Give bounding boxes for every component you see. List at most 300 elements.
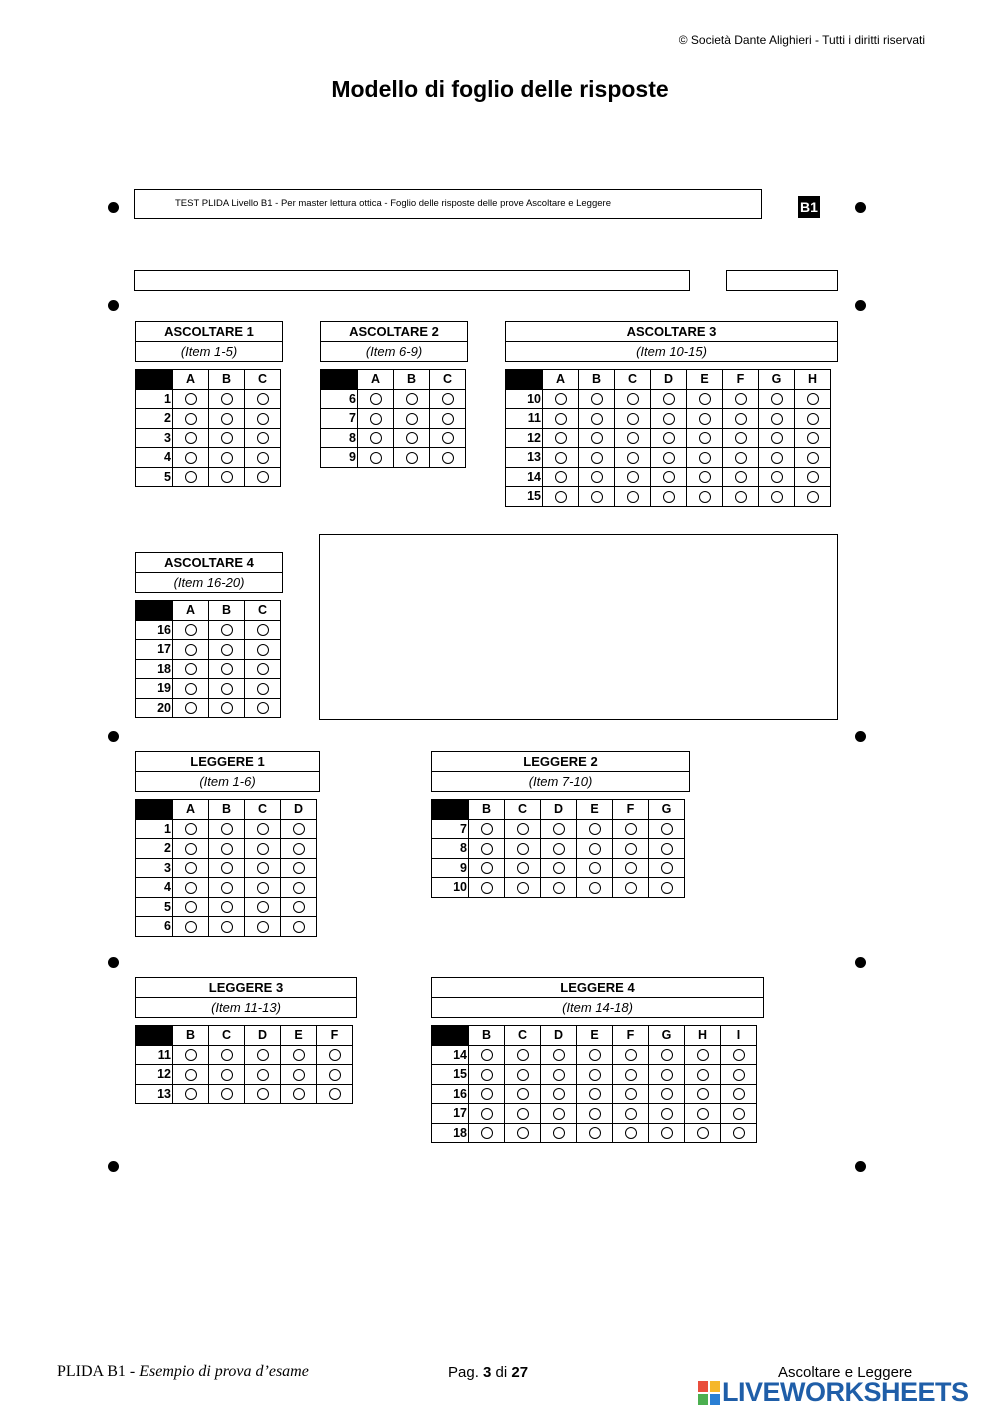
- answer-bubble-icon[interactable]: [555, 432, 567, 444]
- candidate-name-field[interactable]: [134, 270, 690, 291]
- answer-bubble-icon[interactable]: [663, 432, 675, 444]
- answer-bubble-icon[interactable]: [185, 1049, 197, 1061]
- answer-bubble-icon[interactable]: [517, 1069, 529, 1081]
- answer-bubble-icon[interactable]: [661, 1088, 673, 1100]
- answer-row: [136, 839, 317, 859]
- answer-bubble-icon[interactable]: [733, 1069, 745, 1081]
- answer-bubble-icon[interactable]: [406, 432, 418, 444]
- answer-cell: [209, 679, 245, 699]
- answer-cell: [209, 448, 245, 468]
- answer-bubble-icon[interactable]: [185, 432, 197, 444]
- registration-dot: [855, 300, 866, 311]
- answer-bubble-icon[interactable]: [257, 624, 269, 636]
- answer-bubble-icon[interactable]: [481, 823, 493, 835]
- answer-bubble-icon[interactable]: [625, 823, 637, 835]
- answer-cell: [173, 1065, 209, 1085]
- answer-bubble-icon[interactable]: [661, 823, 673, 835]
- answer-cell: [173, 620, 209, 640]
- answer-cell: [173, 659, 209, 679]
- answer-cell: [173, 1084, 209, 1104]
- answer-bubble-icon[interactable]: [735, 393, 747, 405]
- answer-cell: [795, 409, 831, 429]
- answer-bubble-icon[interactable]: [293, 862, 305, 874]
- item-number: 10: [432, 878, 469, 898]
- answer-bubble-icon[interactable]: [553, 1049, 565, 1061]
- grid-corner: [432, 1026, 469, 1046]
- answer-bubble-icon[interactable]: [663, 491, 675, 503]
- answer-bubble-icon[interactable]: [185, 683, 197, 695]
- answer-bubble-icon[interactable]: [553, 1088, 565, 1100]
- answer-bubble-icon[interactable]: [257, 683, 269, 695]
- answer-bubble-icon[interactable]: [771, 393, 783, 405]
- answer-bubble-icon[interactable]: [293, 921, 305, 933]
- answer-bubble-icon[interactable]: [257, 1088, 269, 1100]
- answer-cell: [685, 1123, 721, 1143]
- column-header: A: [173, 601, 209, 621]
- answer-bubble-icon[interactable]: [370, 432, 382, 444]
- answer-bubble-icon[interactable]: [771, 413, 783, 425]
- answer-bubble-icon[interactable]: [625, 1088, 637, 1100]
- copyright-notice: © Società Dante Alighieri - Tutti i diritti riservati: [678, 33, 925, 47]
- answer-bubble-icon[interactable]: [589, 862, 601, 874]
- answer-bubble-icon[interactable]: [185, 921, 197, 933]
- answer-bubble-icon[interactable]: [406, 452, 418, 464]
- answer-bubble-icon[interactable]: [257, 393, 269, 405]
- answer-bubble-icon[interactable]: [699, 491, 711, 503]
- answer-bubble-icon[interactable]: [257, 1049, 269, 1061]
- answer-bubble-icon[interactable]: [627, 471, 639, 483]
- answer-bubble-icon[interactable]: [481, 1088, 493, 1100]
- answer-bubble-icon[interactable]: [221, 624, 233, 636]
- answer-cell: [649, 1084, 685, 1104]
- column-header: E: [687, 370, 723, 390]
- answer-bubble-icon[interactable]: [257, 1069, 269, 1081]
- answer-bubble-icon[interactable]: [481, 882, 493, 894]
- answer-bubble-icon[interactable]: [625, 1049, 637, 1061]
- answer-bubble-icon[interactable]: [733, 1049, 745, 1061]
- answer-bubble-icon[interactable]: [293, 843, 305, 855]
- answer-bubble-icon[interactable]: [625, 882, 637, 894]
- answer-bubble-icon[interactable]: [406, 413, 418, 425]
- item-number: 3: [136, 428, 173, 448]
- answer-cell: [173, 819, 209, 839]
- column-header: D: [541, 1026, 577, 1046]
- answer-bubble-icon[interactable]: [517, 1108, 529, 1120]
- answer-bubble-icon[interactable]: [442, 413, 454, 425]
- answer-bubble-icon[interactable]: [553, 1069, 565, 1081]
- answer-cell: [579, 487, 615, 507]
- answer-bubble-icon[interactable]: [406, 393, 418, 405]
- answer-bubble-icon[interactable]: [185, 882, 197, 894]
- answer-bubble-icon[interactable]: [661, 843, 673, 855]
- answer-bubble-icon[interactable]: [553, 1127, 565, 1139]
- answer-bubble-icon[interactable]: [221, 702, 233, 714]
- answer-cell: [209, 409, 245, 429]
- answer-bubble-icon[interactable]: [185, 1088, 197, 1100]
- answer-cell: [173, 679, 209, 699]
- answer-cell: [541, 858, 577, 878]
- answer-bubble-icon[interactable]: [697, 1127, 709, 1139]
- answer-row: [136, 620, 281, 640]
- answer-bubble-icon[interactable]: [589, 823, 601, 835]
- answer-bubble-icon[interactable]: [329, 1088, 341, 1100]
- answer-bubble-icon[interactable]: [735, 471, 747, 483]
- answer-bubble-icon[interactable]: [221, 683, 233, 695]
- answer-bubble-icon[interactable]: [663, 413, 675, 425]
- answer-cell: [795, 389, 831, 409]
- answer-bubble-icon[interactable]: [627, 452, 639, 464]
- answer-bubble-icon[interactable]: [257, 663, 269, 675]
- answer-bubble-icon[interactable]: [625, 843, 637, 855]
- answer-bubble-icon[interactable]: [807, 413, 819, 425]
- answer-bubble-icon[interactable]: [733, 1088, 745, 1100]
- answer-bubble-icon[interactable]: [699, 452, 711, 464]
- answer-bubble-icon[interactable]: [699, 413, 711, 425]
- answer-bubble-icon[interactable]: [553, 823, 565, 835]
- column-header: B: [209, 800, 245, 820]
- answer-cell: [209, 1065, 245, 1085]
- answer-bubble-icon[interactable]: [221, 432, 233, 444]
- answer-bubble-icon[interactable]: [517, 882, 529, 894]
- item-number: 17: [136, 640, 173, 660]
- answer-cell: [541, 1084, 577, 1104]
- answer-bubble-icon[interactable]: [661, 1108, 673, 1120]
- answer-cell: [541, 1104, 577, 1124]
- answer-bubble-icon[interactable]: [699, 432, 711, 444]
- answer-bubble-icon[interactable]: [293, 882, 305, 894]
- answer-bubble-icon[interactable]: [697, 1108, 709, 1120]
- answer-bubble-icon[interactable]: [735, 452, 747, 464]
- answer-row: [506, 389, 831, 409]
- grid-corner: [506, 370, 543, 390]
- answer-bubble-icon[interactable]: [591, 491, 603, 503]
- answer-bubble-icon[interactable]: [221, 823, 233, 835]
- footer-page-total: 27: [511, 1364, 529, 1381]
- answer-bubble-icon[interactable]: [517, 862, 529, 874]
- answer-bubble-icon[interactable]: [221, 843, 233, 855]
- answer-bubble-icon[interactable]: [661, 1127, 673, 1139]
- answer-cell: [541, 1123, 577, 1143]
- answer-cell: [613, 819, 649, 839]
- answer-grid: [320, 369, 466, 468]
- answer-bubble-icon[interactable]: [589, 1069, 601, 1081]
- answer-bubble-icon[interactable]: [591, 452, 603, 464]
- answer-bubble-icon[interactable]: [221, 1088, 233, 1100]
- answer-cell: [245, 1045, 281, 1065]
- answer-bubble-icon[interactable]: [771, 491, 783, 503]
- item-number: 19: [136, 679, 173, 699]
- answer-bubble-icon[interactable]: [221, 882, 233, 894]
- answer-bubble-icon[interactable]: [733, 1108, 745, 1120]
- notes-box[interactable]: [319, 534, 838, 720]
- answer-bubble-icon[interactable]: [185, 1069, 197, 1081]
- column-header: B: [394, 370, 430, 390]
- answer-cell: [721, 1104, 757, 1124]
- answer-bubble-icon[interactable]: [699, 471, 711, 483]
- answer-bubble-icon[interactable]: [517, 823, 529, 835]
- page-title: Modello di foglio delle risposte: [331, 76, 669, 102]
- answer-bubble-icon[interactable]: [370, 393, 382, 405]
- answer-bubble-icon[interactable]: [589, 1127, 601, 1139]
- answer-bubble-icon[interactable]: [555, 452, 567, 464]
- section-ascoltare-4: [135, 552, 283, 715]
- answer-bubble-icon[interactable]: [699, 393, 711, 405]
- answer-bubble-icon[interactable]: [589, 843, 601, 855]
- answer-bubble-icon[interactable]: [625, 1108, 637, 1120]
- answer-cell: [173, 448, 209, 468]
- column-header: A: [358, 370, 394, 390]
- answer-bubble-icon[interactable]: [185, 862, 197, 874]
- answer-bubble-icon[interactable]: [370, 413, 382, 425]
- answer-bubble-icon[interactable]: [591, 393, 603, 405]
- answer-bubble-icon[interactable]: [807, 432, 819, 444]
- section-subtitle: (Item 10-15): [505, 342, 838, 362]
- answer-bubble-icon[interactable]: [442, 393, 454, 405]
- answer-bubble-icon[interactable]: [293, 1088, 305, 1100]
- answer-bubble-icon[interactable]: [771, 471, 783, 483]
- answer-bubble-icon[interactable]: [370, 452, 382, 464]
- answer-bubble-icon[interactable]: [661, 882, 673, 894]
- answer-bubble-icon[interactable]: [517, 843, 529, 855]
- answer-bubble-icon[interactable]: [481, 1069, 493, 1081]
- answer-bubble-icon[interactable]: [221, 901, 233, 913]
- grid-corner: [136, 1026, 173, 1046]
- answer-bubble-icon[interactable]: [257, 882, 269, 894]
- answer-bubble-icon[interactable]: [517, 1127, 529, 1139]
- item-number: 13: [136, 1084, 173, 1104]
- section-subtitle: (Item 14-18): [431, 998, 764, 1018]
- section-subtitle: (Item 1-6): [135, 772, 320, 792]
- answer-cell: [577, 878, 613, 898]
- answer-bubble-icon[interactable]: [221, 644, 233, 656]
- answer-row: [136, 659, 281, 679]
- answer-bubble-icon[interactable]: [257, 452, 269, 464]
- answer-bubble-icon[interactable]: [257, 644, 269, 656]
- answer-cell: [723, 467, 759, 487]
- answer-cell: [281, 917, 317, 937]
- answer-bubble-icon[interactable]: [221, 862, 233, 874]
- answer-cell: [209, 897, 245, 917]
- answer-bubble-icon[interactable]: [481, 1108, 493, 1120]
- answer-bubble-icon[interactable]: [481, 862, 493, 874]
- answer-bubble-icon[interactable]: [185, 452, 197, 464]
- answer-bubble-icon[interactable]: [221, 413, 233, 425]
- answer-bubble-icon[interactable]: [185, 471, 197, 483]
- answer-bubble-icon[interactable]: [771, 432, 783, 444]
- answer-bubble-icon[interactable]: [627, 393, 639, 405]
- answer-bubble-icon[interactable]: [257, 921, 269, 933]
- answer-bubble-icon[interactable]: [185, 413, 197, 425]
- answer-row: [432, 1123, 757, 1143]
- candidate-code-field[interactable]: [726, 270, 838, 291]
- registration-dot: [108, 1161, 119, 1172]
- item-number: 5: [136, 897, 173, 917]
- answer-bubble-icon[interactable]: [553, 843, 565, 855]
- item-number: 10: [506, 389, 543, 409]
- answer-cell: [173, 897, 209, 917]
- answer-bubble-icon[interactable]: [185, 702, 197, 714]
- section-subtitle: (Item 11-13): [135, 998, 357, 1018]
- grid-corner: [136, 370, 173, 390]
- answer-cell: [613, 1045, 649, 1065]
- answer-bubble-icon[interactable]: [221, 393, 233, 405]
- answer-bubble-icon[interactable]: [663, 393, 675, 405]
- answer-bubble-icon[interactable]: [257, 862, 269, 874]
- answer-bubble-icon[interactable]: [627, 491, 639, 503]
- answer-bubble-icon[interactable]: [517, 1049, 529, 1061]
- answer-bubble-icon[interactable]: [591, 432, 603, 444]
- answer-bubble-icon[interactable]: [807, 471, 819, 483]
- answer-cell: [723, 409, 759, 429]
- answer-bubble-icon[interactable]: [589, 882, 601, 894]
- answer-bubble-icon[interactable]: [185, 644, 197, 656]
- section-title: LEGGERE 2: [431, 751, 690, 772]
- answer-bubble-icon[interactable]: [625, 1069, 637, 1081]
- answer-bubble-icon[interactable]: [663, 471, 675, 483]
- answer-cell: [245, 467, 281, 487]
- answer-grid: [135, 600, 281, 718]
- answer-bubble-icon[interactable]: [442, 452, 454, 464]
- answer-bubble-icon[interactable]: [555, 393, 567, 405]
- answer-bubble-icon[interactable]: [185, 624, 197, 636]
- answer-bubble-icon[interactable]: [807, 491, 819, 503]
- answer-bubble-icon[interactable]: [257, 901, 269, 913]
- grid-corner: [136, 800, 173, 820]
- section-title: LEGGERE 1: [135, 751, 320, 772]
- column-header: B: [579, 370, 615, 390]
- answer-bubble-icon[interactable]: [553, 862, 565, 874]
- answer-bubble-icon[interactable]: [733, 1127, 745, 1139]
- answer-bubble-icon[interactable]: [555, 491, 567, 503]
- answer-cell: [579, 409, 615, 429]
- answer-bubble-icon[interactable]: [697, 1088, 709, 1100]
- answer-bubble-icon[interactable]: [627, 432, 639, 444]
- section-leggere-3: [135, 977, 357, 1101]
- answer-bubble-icon[interactable]: [329, 1069, 341, 1081]
- answer-bubble-icon[interactable]: [627, 413, 639, 425]
- answer-bubble-icon[interactable]: [257, 823, 269, 835]
- answer-cell: [651, 409, 687, 429]
- answer-bubble-icon[interactable]: [185, 823, 197, 835]
- answer-bubble-icon[interactable]: [221, 471, 233, 483]
- answer-bubble-icon[interactable]: [293, 1069, 305, 1081]
- answer-cell: [687, 389, 723, 409]
- answer-bubble-icon[interactable]: [517, 1088, 529, 1100]
- item-number: 17: [432, 1104, 469, 1124]
- answer-cell: [795, 428, 831, 448]
- column-header: B: [209, 601, 245, 621]
- answer-bubble-icon[interactable]: [257, 843, 269, 855]
- answer-bubble-icon[interactable]: [589, 1049, 601, 1061]
- answer-bubble-icon[interactable]: [663, 452, 675, 464]
- answer-bubble-icon[interactable]: [257, 413, 269, 425]
- answer-cell: [469, 878, 505, 898]
- footer-page-prefix: Pag.: [448, 1364, 484, 1381]
- answer-bubble-icon[interactable]: [221, 452, 233, 464]
- answer-cell: [687, 487, 723, 507]
- column-header: B: [209, 370, 245, 390]
- answer-row: [506, 428, 831, 448]
- answer-bubble-icon[interactable]: [589, 1108, 601, 1120]
- answer-bubble-icon[interactable]: [735, 432, 747, 444]
- answer-bubble-icon[interactable]: [697, 1049, 709, 1061]
- answer-cell: [469, 819, 505, 839]
- answer-bubble-icon[interactable]: [771, 452, 783, 464]
- answer-cell: [615, 448, 651, 468]
- answer-cell: [358, 389, 394, 409]
- answer-bubble-icon[interactable]: [257, 471, 269, 483]
- answer-bubble-icon[interactable]: [553, 1108, 565, 1120]
- answer-bubble-icon[interactable]: [293, 901, 305, 913]
- answer-cell: [430, 448, 466, 468]
- answer-bubble-icon[interactable]: [185, 663, 197, 675]
- answer-bubble-icon[interactable]: [185, 901, 197, 913]
- registration-dot: [108, 202, 119, 213]
- answer-bubble-icon[interactable]: [591, 471, 603, 483]
- answer-bubble-icon[interactable]: [807, 393, 819, 405]
- answer-bubble-icon[interactable]: [735, 413, 747, 425]
- answer-bubble-icon[interactable]: [807, 452, 819, 464]
- answer-cell: [651, 448, 687, 468]
- answer-grid: [431, 1025, 757, 1143]
- answer-bubble-icon[interactable]: [221, 1069, 233, 1081]
- answer-cell: [209, 1045, 245, 1065]
- answer-bubble-icon[interactable]: [553, 882, 565, 894]
- answer-cell: [394, 389, 430, 409]
- answer-bubble-icon[interactable]: [257, 432, 269, 444]
- answer-bubble-icon[interactable]: [481, 843, 493, 855]
- answer-bubble-icon[interactable]: [185, 393, 197, 405]
- answer-bubble-icon[interactable]: [661, 1049, 673, 1061]
- answer-cell: [245, 389, 281, 409]
- answer-bubble-icon[interactable]: [735, 491, 747, 503]
- answer-bubble-icon[interactable]: [555, 471, 567, 483]
- column-header: D: [541, 800, 577, 820]
- column-header: F: [723, 370, 759, 390]
- answer-bubble-icon[interactable]: [221, 921, 233, 933]
- section-title: ASCOLTARE 3: [505, 321, 838, 342]
- answer-bubble-icon[interactable]: [185, 843, 197, 855]
- answer-bubble-icon[interactable]: [221, 1049, 233, 1061]
- answer-bubble-icon[interactable]: [221, 663, 233, 675]
- answer-bubble-icon[interactable]: [591, 413, 603, 425]
- item-number: 12: [506, 428, 543, 448]
- item-number: 9: [432, 858, 469, 878]
- answer-bubble-icon[interactable]: [697, 1069, 709, 1081]
- answer-bubble-icon[interactable]: [555, 413, 567, 425]
- answer-cell: [579, 389, 615, 409]
- answer-bubble-icon[interactable]: [625, 862, 637, 874]
- answer-cell: [759, 487, 795, 507]
- answer-cell: [469, 1123, 505, 1143]
- answer-bubble-icon[interactable]: [625, 1127, 637, 1139]
- answer-bubble-icon[interactable]: [481, 1127, 493, 1139]
- answer-bubble-icon[interactable]: [661, 1069, 673, 1081]
- answer-bubble-icon[interactable]: [293, 823, 305, 835]
- answer-bubble-icon[interactable]: [442, 432, 454, 444]
- answer-bubble-icon[interactable]: [329, 1049, 341, 1061]
- level-badge: B1: [798, 196, 820, 218]
- answer-cell: [245, 839, 281, 859]
- answer-bubble-icon[interactable]: [661, 862, 673, 874]
- answer-cell: [651, 467, 687, 487]
- answer-bubble-icon[interactable]: [257, 702, 269, 714]
- answer-bubble-icon[interactable]: [293, 1049, 305, 1061]
- registration-dot: [855, 202, 866, 213]
- answer-cell: [577, 1104, 613, 1124]
- answer-bubble-icon[interactable]: [481, 1049, 493, 1061]
- answer-bubble-icon[interactable]: [589, 1088, 601, 1100]
